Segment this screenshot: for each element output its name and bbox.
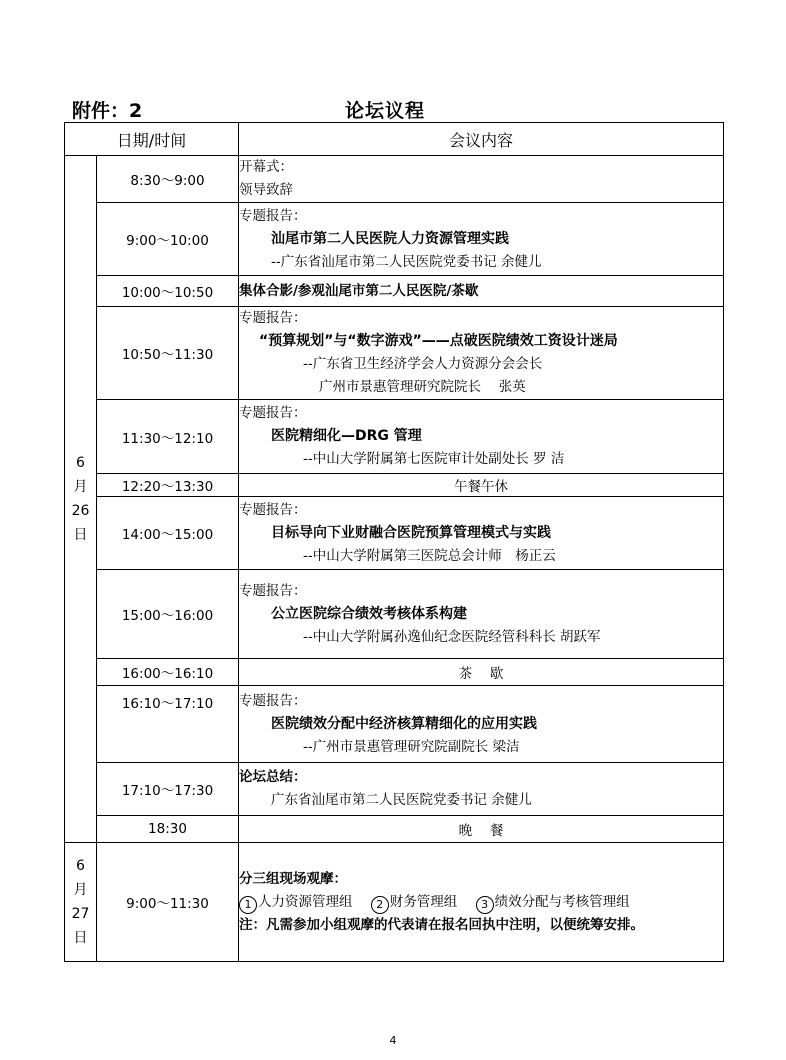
day-number: 27 xyxy=(71,906,90,922)
time-cell: 11:30～12:10 xyxy=(97,400,239,474)
session-label: 分三组现场观摩： xyxy=(239,870,347,887)
speaker: --中山大学附属第七医院审计处副处长 罗 洁 xyxy=(303,451,565,467)
content-cell xyxy=(239,570,724,659)
month-char: 月 xyxy=(73,882,88,898)
group-option xyxy=(239,891,353,914)
time-cell: 10:00～10:50 xyxy=(97,276,239,307)
session-label: 专题报告： xyxy=(239,310,307,326)
group-option xyxy=(371,891,458,914)
content-cell xyxy=(239,497,724,570)
session-item: 晚 餐 xyxy=(458,823,504,839)
content-cell xyxy=(239,763,724,816)
table-row xyxy=(65,843,724,962)
speaker: --中山大学附属孙逸仙纪念医院经管科科长 胡跃军 xyxy=(303,628,601,645)
header-content: 会议内容 xyxy=(239,123,724,156)
report-topic: 汕尾市第二人民医院人力资源管理实践 xyxy=(271,230,509,247)
attachment-label: 附件：2 xyxy=(72,100,143,122)
month-number: 6 xyxy=(76,455,85,471)
table-header-row xyxy=(65,123,724,156)
time-cell: 17:10～17:30 xyxy=(97,763,239,816)
content-cell xyxy=(239,474,724,497)
table-row xyxy=(65,686,724,763)
session-label: 专题报告： xyxy=(239,692,307,709)
session-item: 午餐午休 xyxy=(454,479,508,495)
report-topic: “预算规划”与“数字游戏”——点破医院绩效工资设计迷局 xyxy=(259,333,618,349)
speaker: --广东省汕尾市第二人民医院党委书记 余健儿 xyxy=(271,253,542,270)
speaker-title: 广州市景惠管理研究院院长 张英 xyxy=(319,379,526,395)
content-cell xyxy=(239,156,724,203)
time-cell: 9:00～10:00 xyxy=(97,203,239,276)
speaker: --广州市景惠管理研究院副院长 梁洁 xyxy=(303,738,520,755)
table-row xyxy=(65,400,724,474)
time-cell: 18:30 xyxy=(97,816,239,843)
time-cell: 16:10～17:10 xyxy=(97,686,239,763)
note: 注：凡需参加小组观摩的代表请在报名回执中注明，以便统筹安排。 xyxy=(239,916,644,933)
month-char: 月 xyxy=(73,479,88,495)
time-cell: 15:00～16:00 xyxy=(97,570,239,659)
content-cell xyxy=(239,659,724,686)
session-item: 茶 歇 xyxy=(458,666,504,682)
page-number: 4 xyxy=(389,1034,397,1047)
table-row xyxy=(65,203,724,276)
group-option-label: 人力资源管理组 xyxy=(258,893,353,910)
session-label: 专题报告： xyxy=(239,582,307,599)
report-topic: 医院绩效分配中经济核算精细化的应用实践 xyxy=(271,715,537,732)
session-item: 领导致辞 xyxy=(239,182,293,198)
time-cell: 12:20～13:30 xyxy=(97,474,239,497)
date-cell-day1 xyxy=(65,156,97,843)
group-option xyxy=(476,891,630,914)
table-row xyxy=(65,276,724,307)
content-cell xyxy=(239,400,724,474)
speaker: 广东省汕尾市第二人民医院党委书记 余健儿 xyxy=(271,792,532,808)
month-number: 6 xyxy=(76,858,85,874)
table-row xyxy=(65,156,724,203)
agenda-table xyxy=(64,122,724,962)
session-label: 专题报告： xyxy=(239,501,307,518)
time-cell: 8:30～9:00 xyxy=(97,156,239,203)
day-char: 日 xyxy=(73,527,88,543)
header-datetime: 日期/时间 xyxy=(65,123,239,156)
table-row xyxy=(65,763,724,816)
group-option-label: 绩效分配与考核管理组 xyxy=(494,893,630,910)
time-cell: 14:00～15:00 xyxy=(97,497,239,570)
content-cell xyxy=(239,276,724,307)
content-cell xyxy=(239,307,724,400)
speaker: --中山大学附属第三医院总会计师 杨正云 xyxy=(303,547,556,564)
content-cell xyxy=(239,686,724,763)
page-title: 论坛议程 xyxy=(345,100,426,122)
session-item: 集体合影/参观汕尾市第二人民医院/茶歇 xyxy=(239,282,479,299)
day-number: 26 xyxy=(71,503,90,519)
session-label: 开幕式： xyxy=(239,159,293,175)
table-row xyxy=(65,659,724,686)
group-option-label: 财务管理组 xyxy=(389,893,458,910)
content-cell xyxy=(239,816,724,843)
circled-number: 2 xyxy=(371,896,389,914)
circled-number: 3 xyxy=(476,896,494,914)
content-cell xyxy=(239,843,724,962)
session-label: 专题报告： xyxy=(239,405,307,421)
table-row xyxy=(65,474,724,497)
report-topic: 目标导向下业财融合医院预算管理模式与实践 xyxy=(271,524,551,541)
table-row xyxy=(65,497,724,570)
report-topic: 医院精细化—DRG 管理 xyxy=(271,428,422,444)
date-cell-day2 xyxy=(65,843,97,962)
circled-number: 1 xyxy=(239,896,257,914)
content-cell xyxy=(239,203,724,276)
table-row xyxy=(65,816,724,843)
time-cell: 9:00～11:30 xyxy=(97,843,239,962)
table-row xyxy=(65,307,724,400)
session-label: 论坛总结： xyxy=(239,769,307,785)
day-char: 日 xyxy=(73,930,88,946)
report-topic: 公立医院综合绩效考核体系构建 xyxy=(271,605,467,622)
group-options xyxy=(239,891,723,914)
speaker: --广东省卫生经济学会人力资源分会会长 xyxy=(303,356,543,372)
time-cell: 10:50～11:30 xyxy=(97,307,239,400)
table-row xyxy=(65,570,724,659)
session-label: 专题报告： xyxy=(239,207,307,224)
time-cell: 16:00～16:10 xyxy=(97,659,239,686)
